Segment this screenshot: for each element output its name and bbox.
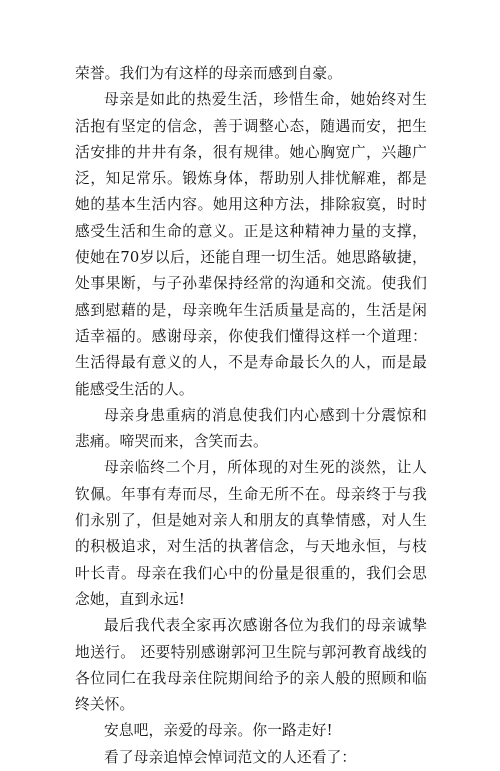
paragraph-love-of-life: 母亲是如此的热爱生活，珍惜生命，她始终对生活抱有坚定的信念，善于调整心态，随遇而安，把生活安排的井井有条，很有规律。她心胸宽广，兴趣广泛，知足常乐。锻炼身体，帮助别人排忧解难，都是她的基本生活内容。她用这种方法，排除寂寞，时时感受生活和生命的意义。正是这种精神力量的支撑，使她在70岁以后，还能自理一切生活。她思路敏捷，处事果断，与子孙辈保持经常的沟通和交流。使我们感到慰藉的是，母亲晚年生活质量是高的，生活是闲适幸福的。感谢母亲，你使我们懂得这样一个道理：生活得最有意义的人，不是寿命最长久的人，而是最能感受生活的人。	[75, 91, 427, 398]
paragraph-thanks: 最后我代表全家再次感谢各位为我们的母亲诚挚地送行。 还要特别感谢郭河卫生院与郭河教育战线的各位同仁在我母亲住院期间给予的亲人般的照顾和临终关怀。	[75, 617, 427, 714]
document-body	[75, 61, 427, 771]
paragraph-honor: 荣誉。我们为有这样的母亲而感到自豪。	[75, 65, 343, 82]
paragraph-illness-news: 母亲身患重病的消息使我们内心感到十分震惊和悲痛。啼哭而来，含笑而去。	[75, 406, 427, 451]
paragraph-final-months: 母亲临终二个月，所体现的对生死的淡然，让人钦佩。年事有寿而尽，生命无所不在。母亲终于与我们永别了，但是她对亲人和朋友的真挚情感，对人生的积极追求，对生活的执著信念，与天地永恒，与枝叶长青。母亲在我们心中的份量是很重的，我们会思念她，直到永远!	[75, 459, 427, 608]
paragraph-farewell: 安息吧，亲爱的母亲。你一路走好!	[104, 722, 333, 740]
paragraph-related-reading: 看了母亲追悼会悼词范文的人还看了：	[104, 748, 357, 766]
